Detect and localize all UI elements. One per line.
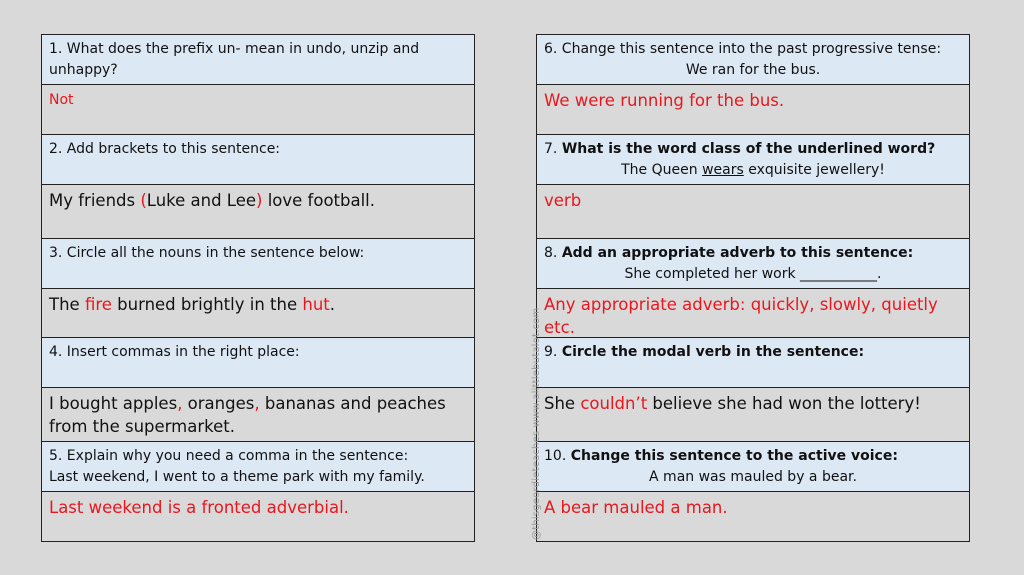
left-question-table: [41, 34, 475, 542]
answer-8: Any appropriate adverb: quickly, slowly, quietly etc.: [537, 289, 969, 338]
question-7: 7. What is the word class of the underlined word? The Queen wears exquisite jewellery!: [537, 135, 969, 185]
question-9: 9. Circle the modal verb in the sentence:: [537, 338, 969, 388]
question-8: 8. Add an appropriate adverb to this sentence: She completed her work ___________.: [537, 239, 969, 289]
question-10: 10. Change this sentence to the active voice: A man was mauled by a bear.: [537, 442, 969, 492]
right-question-table: [536, 34, 970, 542]
question-4: 4. Insert commas in the right place:: [42, 338, 474, 388]
answer-9: She couldn’t believe she had won the lottery!: [537, 388, 969, 442]
question-1: 1. What does the prefix un- mean in undo, unzip and unhappy?: [42, 35, 474, 85]
answer-7: verb: [537, 185, 969, 239]
question-3: 3. Circle all the nouns in the sentence below:: [42, 239, 474, 289]
answer-6: We were running for the bus.: [537, 85, 969, 135]
question-2: 2. Add brackets to this sentence:: [42, 135, 474, 185]
answer-1: Not: [42, 85, 474, 135]
watermark-text: @thisgeordieteaches www.alittlebutalot.com: [531, 307, 542, 540]
answer-10: A bear mauled a man.: [537, 492, 969, 541]
question-5: 5. Explain why you need a comma in the sentence: Last weekend, I went to a theme park with my family.: [42, 442, 474, 492]
answer-4: I bought apples, oranges, bananas and peaches from the supermarket.: [42, 388, 474, 442]
answer-5: Last weekend is a fronted adverbial.: [42, 492, 474, 541]
answer-2: My friends (Luke and Lee) love football.: [42, 185, 474, 239]
underlined-word: wears: [702, 162, 744, 178]
answer-3: The fire burned brightly in the hut.: [42, 289, 474, 338]
question-6: 6. Change this sentence into the past progressive tense: We ran for the bus.: [537, 35, 969, 85]
